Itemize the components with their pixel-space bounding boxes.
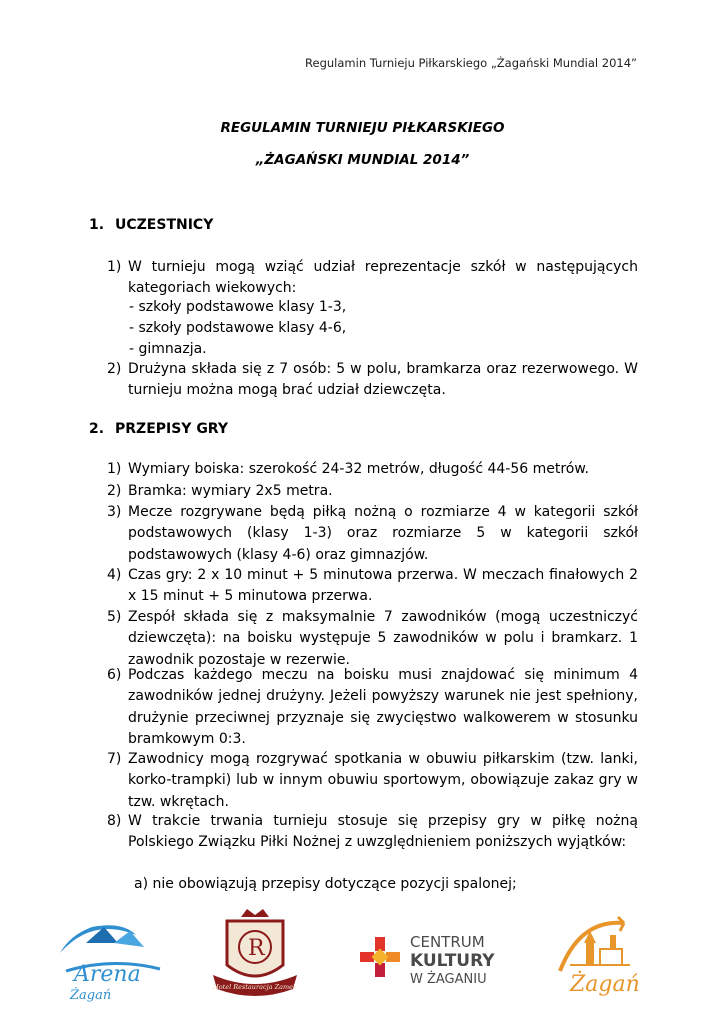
list-item [107, 359, 638, 402]
svg-text:R: R [248, 936, 265, 961]
item-text: Mecze rozgrywane będą piłką nożną o rozmiarze 4 w kategorii szkół podstawowych (klasy 1-3) oraz rozmiarze 5 w kategorii szkół podstawowych (klasy 4-6) oraz gimnazjów. [128, 504, 638, 563]
item-text: W turnieju mogą wziąć udział reprezentacje szkół w następujących kategoriach wiekowych: [128, 259, 638, 297]
item-text: Podczas każdego meczu na boisku musi znajdować się minimum 4 zawodników jednej drużyny. Jeżeli powyższy warunek nie jest spełniony, drużynie przeciwnej przyznaje się zwycięstwo walkowerem w stosunku bramkowym 0:3. [128, 667, 638, 747]
centrum-text-line1: CENTRUM [410, 933, 485, 951]
crest-logo [205, 905, 305, 1007]
section-number: 1. [89, 217, 105, 233]
section-title: PRZEPISY GRY [115, 421, 228, 437]
sub-list-item: a) nie obowiązują przepisy dotyczące pozycji spalonej; [134, 876, 517, 892]
sub-list-item: - szkoły podstawowe klasy 4-6, [129, 320, 347, 336]
item-text: Zawodnicy mogą rozgrywać spotkania w obuwiu piłkarskim (tzw. lanki, korko-trampki) lub w innym obuwiu sportowym, obowiązuje zakaz gry w tzw. wkrętach. [128, 751, 638, 810]
sub-list-item: - gimnazja. [129, 341, 207, 357]
section-number: 2. [89, 421, 105, 437]
arena-logo-text: Arena [74, 962, 141, 987]
document-title-line1: REGULAMIN TURNIEJU PIŁKARSKIEGO [220, 120, 505, 136]
item-number: 5) [107, 609, 122, 625]
centrum-text-line3: W ŻAGANIU [410, 972, 487, 987]
item-number: 7) [107, 751, 122, 767]
item-number: 6) [107, 667, 122, 683]
item-text: Czas gry: 2 x 10 minut + 5 minutowa przerwa. W meczach finałowych 2 x 15 minut + 5 minutowa przerwa. [128, 567, 638, 605]
arena-logo-subtext: Żagań [70, 988, 112, 1003]
item-text: Wymiary boiska: szerokość 24-32 metrów, długość 44-56 metrów. [128, 461, 589, 477]
section-heading-uczestnicy [89, 217, 213, 233]
running-header: Regulamin Turnieju Piłkarskiego „Żagański Mundial 2014” [305, 56, 637, 70]
item-number: 2) [107, 361, 122, 377]
centrum-kultury-logo [358, 929, 518, 989]
item-text: W trakcie trwania turnieju stosuje się przepisy gry w piłkę nożną Polskiego Związku Piłki Nożnej z uwzględnieniem poniższych wyjątków: [128, 813, 638, 851]
list-item [107, 459, 638, 480]
item-text: Drużyna składa się z 7 osób: 5 w polu, bramkarza oraz rezerwowego. W turnieju można mogą brać udział dziewczęta. [128, 361, 638, 399]
list-item [107, 607, 638, 671]
item-number: 3) [107, 504, 122, 520]
zagan-city-logo [540, 909, 650, 1005]
list-item [107, 749, 638, 813]
sponsor-logos [0, 905, 725, 1015]
zagan-logo-text: Żagań [570, 972, 640, 997]
item-text: Bramka: wymiary 2x5 metra. [128, 483, 333, 499]
arena-logo [52, 913, 172, 1005]
item-number: 1) [107, 259, 122, 275]
section-heading-przepisy-gry [89, 421, 228, 437]
item-number: 4) [107, 567, 122, 583]
list-item [107, 665, 638, 750]
list-item [107, 565, 638, 608]
list-item [107, 481, 638, 502]
item-number: 1) [107, 461, 122, 477]
list-item [107, 502, 638, 566]
item-number: 8) [107, 813, 122, 829]
sub-list-item: - szkoły podstawowe klasy 1-3, [129, 299, 347, 315]
list-item [107, 257, 638, 300]
centrum-text-line2: KULTURY [410, 951, 495, 971]
item-text: Zespół składa się z maksymalnie 7 zawodników (mogą uczestniczyć dziewczęta): na boisku występuje 5 zawodników w polu i bramkarz. 1 zawodnik pozostaje w rezerwie. [128, 609, 638, 668]
section-title: UCZESTNICY [115, 217, 214, 233]
document-title-line2: „ŻAGAŃSKI MUNDIAL 2014” [255, 152, 470, 168]
list-item [107, 811, 638, 854]
crest-ribbon-text: Hotel Restauracja Zamek [213, 983, 297, 991]
item-number: 2) [107, 483, 122, 499]
